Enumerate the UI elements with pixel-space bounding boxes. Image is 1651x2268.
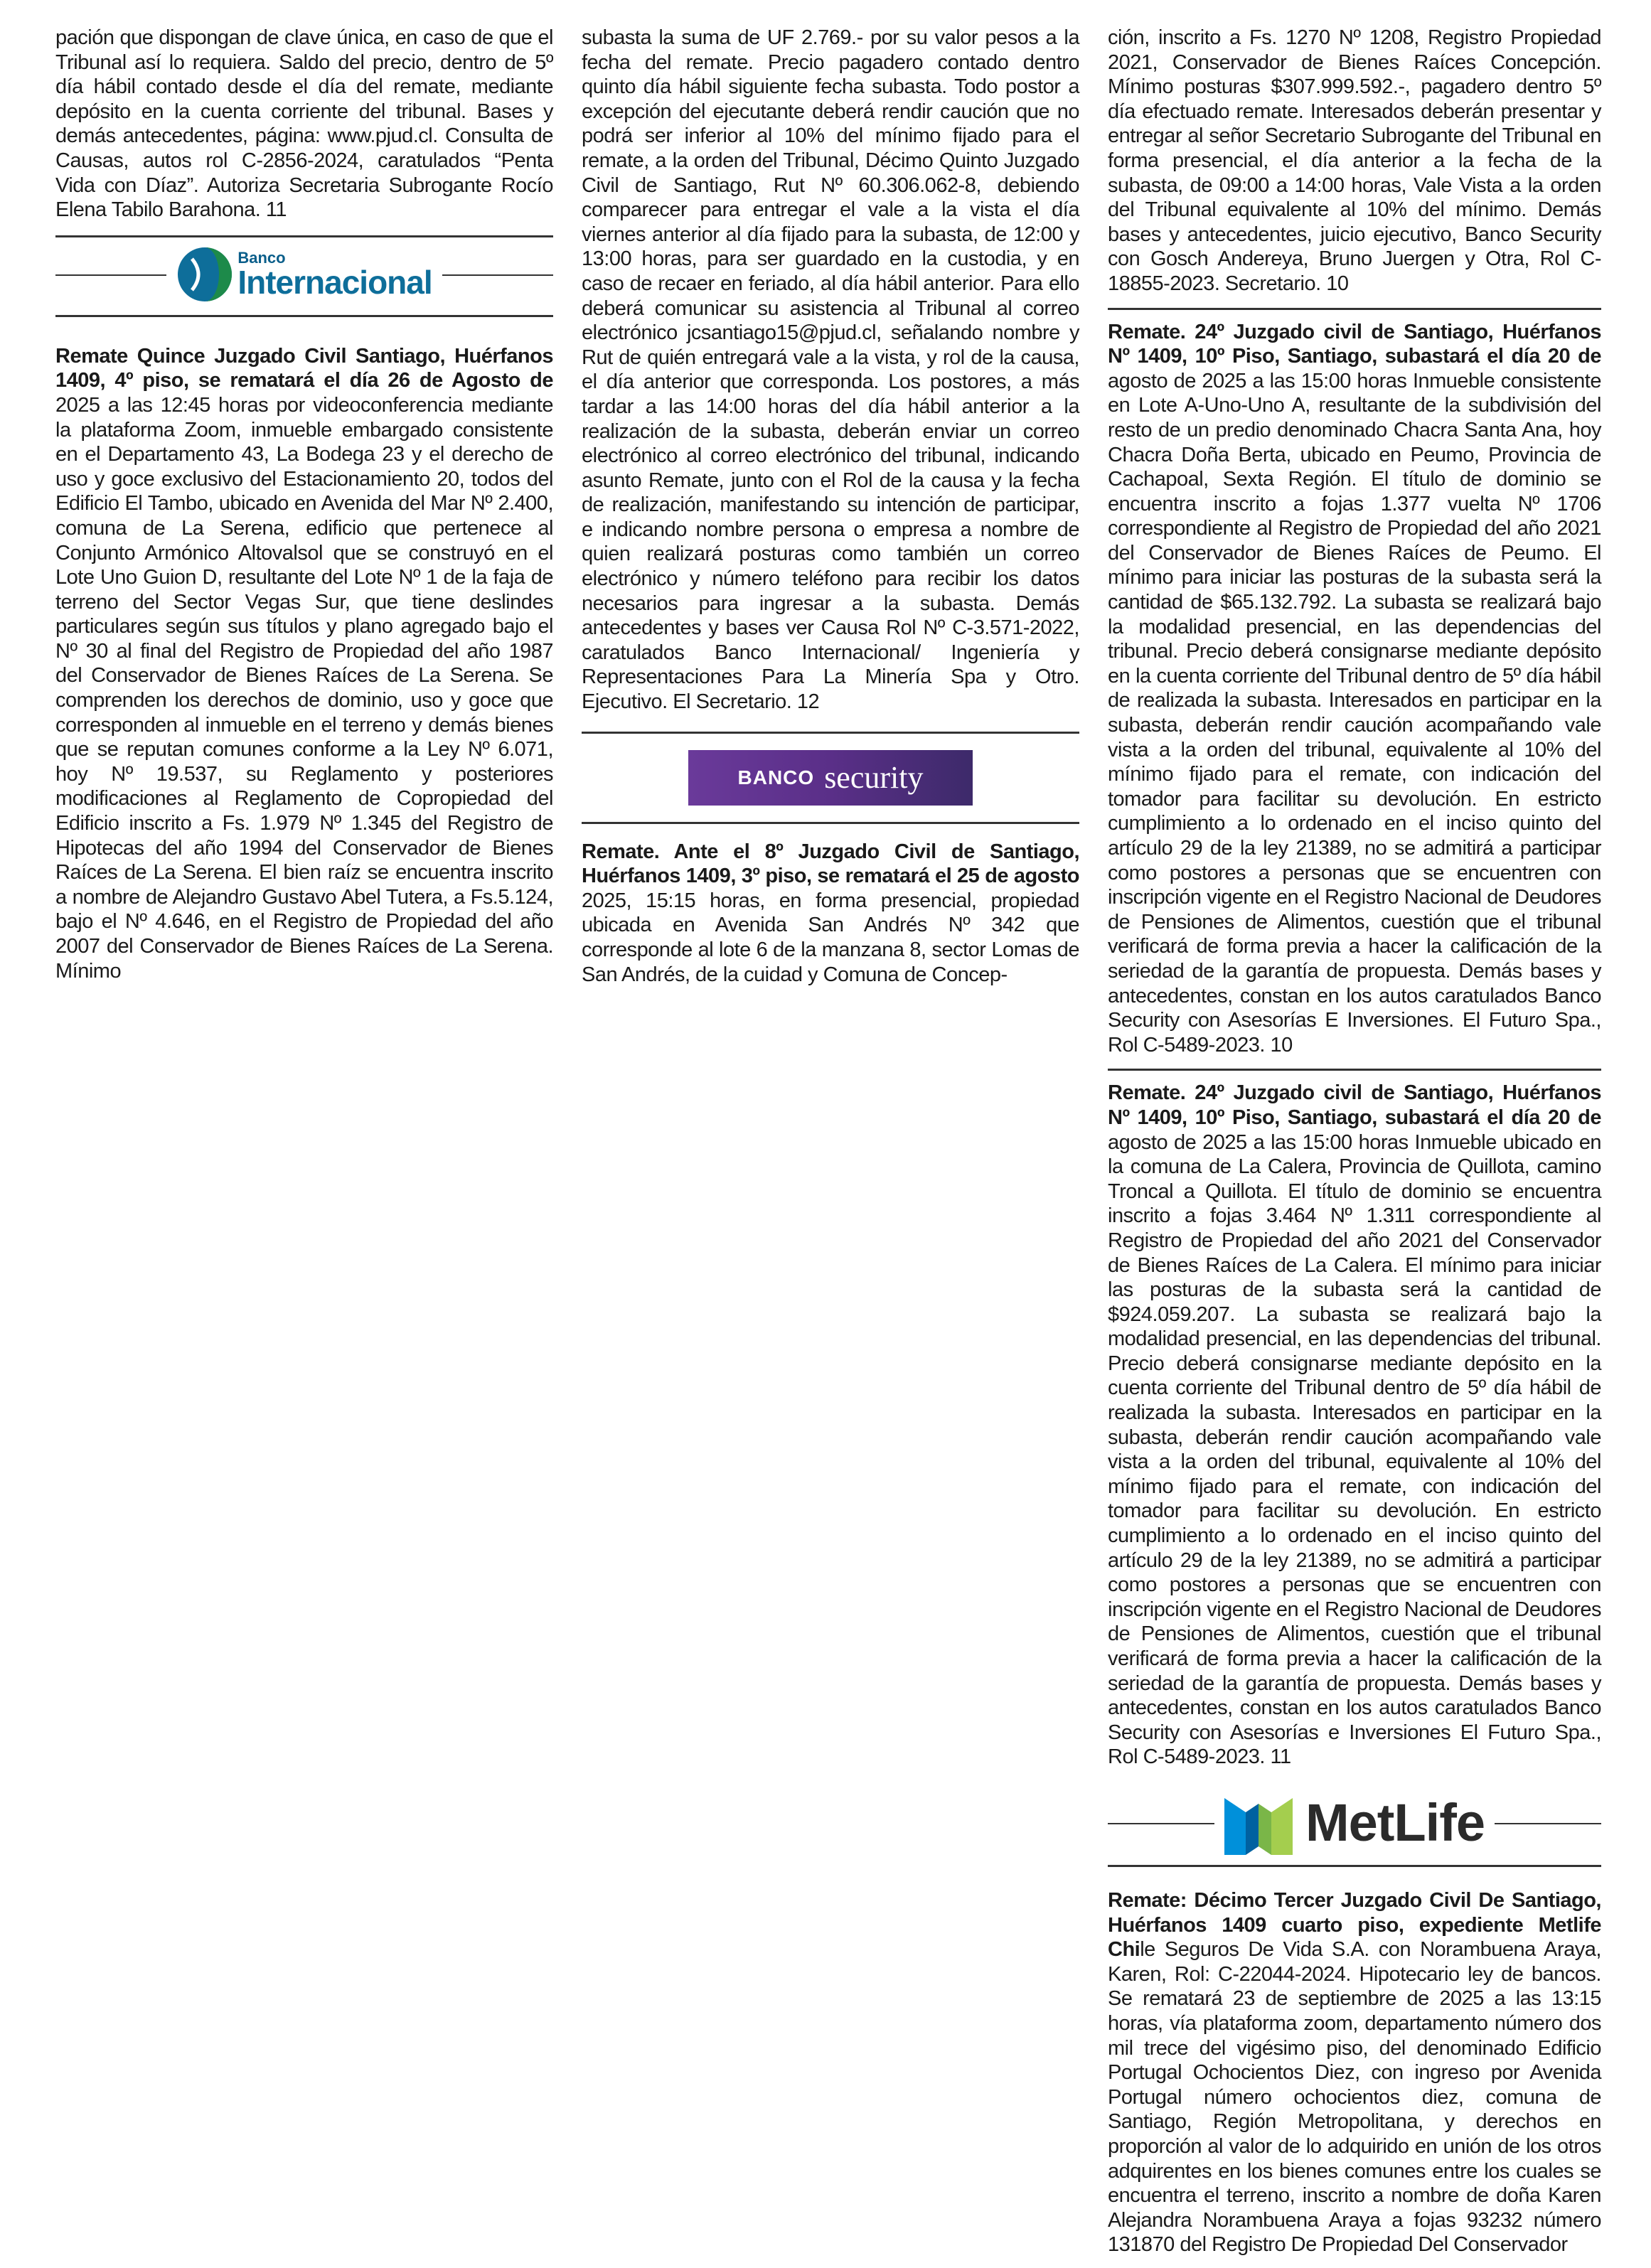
divider [582,732,1079,734]
divider [55,315,553,317]
notice-continuation: ción, inscrito a Fs. 1270 Nº 1208, Registro Propiedad 2021, Conservador de Bienes Raíces Concepción. Mínimo posturas $307.999.592.-, pagadero dentro 5º día efectuado remate. Interesados deberán presentar y entregar al señor Secretario Subrogante del Tribunal en forma presencial, el día anterior a la fecha de la subasta, de 09:00 a 14:00 horas, Vale Vista a la orden del Tribunal equivalente al 10% del mínimo. Demás bases y antecedentes, juicio ejecutivo, Banco Security con Gosch Andereya, Bruno Juergen y Otra, Rol C-18855-2023. Secretario. 10 [1108,26,1601,295]
notice-remate-quince [55,344,553,983]
notice-body: agosto de 2025 a las 15:00 horas Inmueble consistente en Lote A-Uno-Uno A, resultante de la subdivisión del resto de un predio denominado Chacra Santa Ana, hoy Chacra Doña Berta, ubicado en Peumo, Provincia de Cachapoal, Sexta Región. El título de dominio se encuentra inscrito a fojas 1.377 vuelta Nº 1706 correspondiente al Registro de Propiedad del año 2021 del Conservador de Bienes Raíces de Peumo. El mínimo para iniciar las posturas de la subasta será la cantidad de $65.132.792. La subasta se realizará bajo la modalidad presencial, en las dependencias del tribunal. Precio deberá consignarse mediante depósito en la cuenta corriente del Tribunal dentro de 5º día hábil de realizada la subasta. Interesados en participar en la subasta, deberán rendir caución acompañando vale vista a la orden del tribunal, equivalente al 10% del mínimo fijado para el remate, con indicación del tomador para facilitar su devolución. En estricto cumplimiento a lo ordenado en el inciso quinto del artículo 29 de la ley 21389, no se admitirá a participar como postores a personas que se encuentren con inscripción vigente en el Registro Nacional de Deudores de Pensiones de Alimentos, cuestión que el tribunal verificará de forma previa a hacer la calificación de la seriedad de la garantía de propuesta. Demás bases y antecedentes, constan en los autos caratulados Banco Security con Asesorías E Inversiones. El Futuro Spa., Rol C-5489-2023. 10 [1108,369,1601,1057]
banco-security-logo [582,749,1079,806]
notice-heading: Remate Quince Juzgado Civil Santiago, Huérfanos 1409, 4º piso, se rematará el día 26 de Agosto de [55,344,553,392]
notice-remate-24-peumo [1108,320,1601,1058]
divider [1108,308,1601,310]
notice-remate-octavo [582,840,1079,988]
notice-remate-24-calera [1108,1081,1601,1770]
notice-body: 2025, 15:15 horas, en forma presencial, propiedad ubicada en Avenida San Andrés Nº 342 que corresponde al lote 6 de la manzana 8, sector Lomas de San Andrés, de la cuidad y Comuna de Concep- [582,889,1079,986]
column-1 [55,26,553,983]
internacional-label: Internacional [237,264,432,301]
banco-internacional-emblem-icon [176,246,233,303]
metlife-m-icon [1224,1791,1293,1855]
column-2 [582,26,1079,987]
notice-heading: Remate: Décimo Tercer Juzgado Civil De Santiago, Huérfanos 1409 cuarto piso, expediente Metlife Chi [1108,1888,1601,1962]
notice-continuation: pación que dispongan de clave única, en caso de que el Tribunal así lo requiera. Saldo del precio, dentro de 5º día hábil contado desde el día del remate, mediante depósito en la cuenta corriente del tribunal. Bases y demás antecedentes, página: www.pjud.cl. Consulta de Causas, autos rol C-2856-2024, caratulados “Penta Vida con Díaz”. Autoriza Secretaria Subrogante Rocío Elena Tabilo Barahona. 11 [55,26,553,222]
notice-heading: Remate. 24º Juzgado civil de Santiago, Huérfanos Nº 1409, 10º Piso, Santiago, subastará el día 20 de [1108,320,1601,368]
notice-body: agosto de 2025 a las 15:00 horas Inmueble ubicado en la comuna de La Calera, Provincia de Quillota, camino Troncal a Quillota. El título de dominio se encuentra inscrito a fojas 3.464 Nº 1.311 correspondiente al Registro de Propiedad del año 2021 del Conservador de Bienes Raíces de La Calera. El mínimo para iniciar las posturas de la subasta será la cantidad de $924.059.207. La subasta se realizará bajo la modalidad presencial, en las dependencias del tribunal. Precio deberá consignarse mediante depósito en la cuenta corriente del Tribunal dentro de 5º día hábil de realizada la subasta. Interesados en participar en la subasta, deberán rendir caución acompañando vale vista a la orden del tribunal, equivalente al 10% del mínimo fijado para el remate, con indicación del tomador para facilitar su devolución. En estricto cumplimiento a lo ordenado en el inciso quinto del artículo 29 de la ley 21389, no se admitirá a participar como postores a personas que se encuentren con inscripción vigente en el Registro Nacional de Deudores de Pensiones de Alimentos, cuestión que el tribunal verificará de forma previa a hacer la calificación de la seriedad de la garantía de propuesta. Demás bases y antecedentes, constan en los autos caratulados Banco Security con Asesorías e Inversiones El Futuro Spa., Rol C-5489-2023. 11 [1108,1130,1601,1769]
security-label: security [824,760,924,796]
banco-label: Banco [237,249,286,267]
divider [582,822,1079,824]
notice-continuation: subasta la suma de UF 2.769.- por su valor pesos a la fecha del remate. Precio pagadero contado dentro quinto día hábil siguiente fecha subasta. Todo postor a excepción del ejecutante deberá rendir caución que no podrá ser inferior al 10% del mínimo fijado para el remate, a la orden del Tribunal, Décimo Quinto Juzgado Civil de Santiago, Rut Nº 60.306.062-8, debiendo comparecer para entregar el vale a la vista el día viernes anterior al día fijado para la subasta, de 12:00 y 13:00 horas, para ser guardado en la custodia, y en caso de recaer en feriado, al día hábil anterior. Para ello deberá comunicar su asistencia al Tribunal al correo electrónico jcsantiago15@pjud.cl, señalando nombre y Rut de quién entregará vale a la vista, y rol de la causa, el día anterior que corresponda. Los postores, a más tardar a las 14:00 horas del día hábil anterior a la realización de la subasta, deberán enviar un correo electrónico al correo electrónico del tribunal, indicando asunto Remate, junto con el Rol de la causa y la fecha de realización, manifestando su intención de participar, e indicando nombre persona o empresa a nombre de quien realizará posturas como también un correo electrónico y número teléfono para recibir los datos necesarios para ingresar a la subasta. Demás antecedentes y bases ver Causa Rol Nº C-3.571-2022, caratulados Banco Internacional/ Ingeniería y Representaciones Para La Minería Spa y Otro. Ejecutivo. El Secretario. 12 [582,26,1079,714]
divider [1108,1865,1601,1867]
banco-internacional-logo [55,237,553,312]
column-3 [1108,26,1601,2257]
notice-remate-decimo-tercer [1108,1888,1601,2257]
notice-body: le Seguros De Vida S.A. con Norambuena Araya, Karen, Rol: C-22044-2024. Hipotecario ley de bancos. Se rematará 23 de septiembre de 2025 a las 13:15 horas, vía plataforma zoom, departamento número dos mil trece del vigésimo piso, del denominado Edificio Portugal Ochocientos Diez, con ingreso por Avenida Portugal número ochocientos diez, comuna de Santiago, Región Metropolitana, y derechos en proporción al valor de lo adquirido en unión de los otros adquirentes en los bienes comunes entre los cuales se encuentra el terreno, inscrito a nombre de doña Karen Alejandra Norambuena Araya a fojas 93232 número 131870 del Registro De Propiedad Del Conservador [1108,1938,1601,2257]
notice-heading: Remate. Ante el 8º Juzgado Civil de Santiago, Huérfanos 1409, 3º piso, se rematará el 25 de agosto [582,840,1079,888]
metlife-label: MetLife [1305,1793,1485,1853]
notice-body: 2025 a las 12:45 horas por videoconferencia mediante la plataforma Zoom, inmueble embargado consistente en el Departamento 43, La Bodega 23 y el derecho de uso y goce exclusivo del Estacionamiento 20, todos del Edificio El Tambo, ubicado en Avenida del Mar Nº 2.400, comuna de La Serena, edificio que pertenece al Conjunto Armónico Altovalsol que se construyó en el Lote Uno Guion D, resultante del Lote Nº 1 de la faja de terreno del Sector Vegas Sur, que tiene deslindes particulares según sus títulos y plano agregado bajo el Nº 30 al final del Registro de Propiedad del año 1987 del Conservador de Bienes Raíces de La Serena. Se comprenden los derechos de dominio, uso y goce que corresponden al inmueble en el terreno y demás bienes que se reputan comunes conforme a la Ley Nº 6.071, hoy Nº 19.537, su Reglamento y posteriores modificaciones al Reglamento de Copropiedad del Edificio inscrito a Fs. 1.979 Nº 1.345 del Registro de Hipotecas del año 1994 del Conservador de Bienes Raíces de La Serena. El bien raíz se encuentra inscrito a nombre de Alejandro Gustavo Abel Tutera, a Fs.5.124, bajo el Nº 4.646, en el Registro de Propiedad del año 2007 del Conservador de Bienes Raíces de La Serena. Mínimo [55,393,553,983]
divider [1108,1069,1601,1071]
banco-label: BANCO [737,766,815,788]
metlife-logo [1108,1784,1601,1862]
notice-heading: Remate. 24º Juzgado civil de Santiago, Huérfanos Nº 1409, 10º Piso, Santiago, subastará el día 20 de [1108,1081,1601,1129]
